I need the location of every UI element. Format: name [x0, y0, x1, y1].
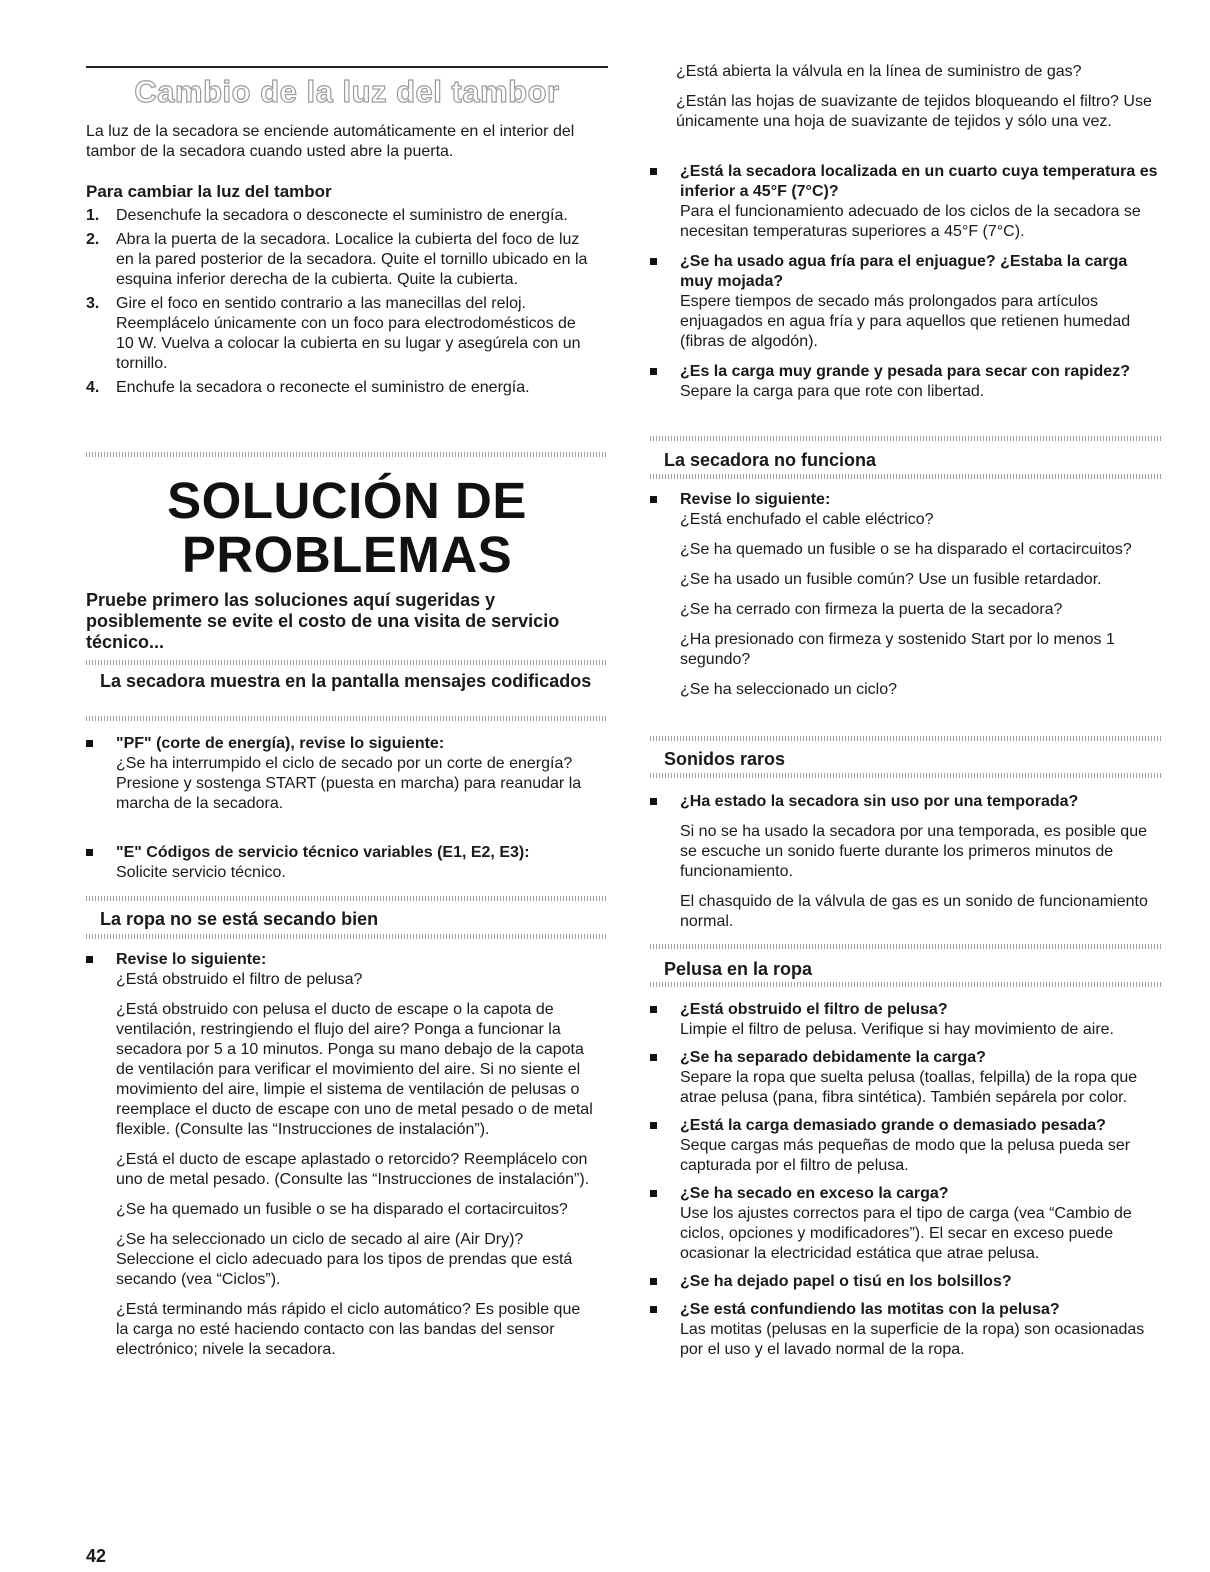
- list-item: [86, 950, 596, 1360]
- not-drying-paragraph: ¿Está obstruido con pelusa el ducto de escape o la capota de ventilación, restringiendo el flujo del aire? Ponga a funcionar la secadora por 5 a 10 minutos. Ponga su mano debajo de la capota de ventilación para verificar el movimiento del aire. Si no siente el movimiento del aire, limpie el sistema de ventilación de pelusas o reemplace el ducto de escape con uno de metal pesado o de metal flexible. (Consulte las “Instrucciones de instalación”).: [116, 1001, 593, 1138]
- odd-sounds-paragraph: Si no se ha usado la secadora por una temporada, es posible que se escuche un sonido fuerte durante los primeros minutos de funcionamiento.: [680, 823, 1147, 880]
- continued-paragraph: ¿Está abierta la válvula en la línea de suministro de gas?: [676, 63, 1082, 80]
- section-heading-coded: La secadora muestra en la pantalla mensajes codificados: [100, 671, 592, 691]
- pf-question: "PF" (corte de energía), revise lo siguiente:: [116, 735, 445, 752]
- not-working-question: Revise lo siguiente:: [680, 491, 831, 508]
- not-working-paragraph: ¿Se ha usado un fusible común? Use un fusible retardador.: [680, 571, 1102, 588]
- continued-paragraph: ¿Están las hojas de suavizante de tejidos bloqueando el filtro? Use únicamente una hoja de suavizante de tejidos y sólo una vez.: [676, 93, 1152, 130]
- list-item: [650, 490, 1162, 700]
- divider: [86, 896, 608, 901]
- section-heading-lint: Pelusa en la ropa: [664, 959, 813, 979]
- drum-light-steps: [86, 206, 596, 398]
- divider: [650, 436, 1162, 441]
- not-working-paragraph: ¿Está enchufado el cable eléctrico?: [680, 511, 934, 528]
- top-rule: [86, 66, 608, 68]
- divider: [86, 660, 608, 665]
- not-working-paragraph: ¿Ha presionado con firmeza y sostenido Start por lo menos 1 segundo?: [680, 631, 1115, 668]
- list-item: [650, 792, 1162, 932]
- section-heading-not-working: La secadora no funciona: [664, 450, 877, 470]
- list-item: 4. Enchufe la secadora o reconecte el suministro de energía.: [86, 379, 530, 396]
- page-number: 42: [86, 1546, 107, 1566]
- list-item: 1. Desenchufe la secadora o desconecte el suministro de energía.: [86, 207, 568, 224]
- list-item: ¿Se ha secado en exceso la carga? Use los ajustes correctos para el tipo de carga (vea “Cambio de ciclos, opciones y modificadores”). El secar en exceso puede ocasionar la electricidad estática que atrae pelusa.: [650, 1184, 1162, 1264]
- divider: [650, 944, 1162, 949]
- not-drying-question: Revise lo siguiente:: [116, 951, 267, 968]
- not-drying-paragraph: ¿Se ha quemado un fusible o se ha disparado el cortacircuitos?: [116, 1201, 568, 1218]
- not-drying-paragraph: ¿Está el ducto de escape aplastado o retorcido? Reemplácelo con uno de metal pesado. (Consulte las “Instrucciones de instalación”).: [116, 1151, 590, 1188]
- troubleshooting-intro: Pruebe primero las soluciones aquí sugeridas y posiblemente se evite el costo de una visita de servicio técnico...: [86, 590, 560, 652]
- list-item: ¿Se ha separado debidamente la carga? Separe la ropa que suelta pelusa (toallas, felpilla) de la ropa que atrae pelusa (pana, fibra sintética). También sepárela por color.: [650, 1048, 1162, 1108]
- list-item: ¿Se está confundiendo las motitas con la pelusa? Las motitas (pelusas en la superficie de la ropa) son ocasionadas por el uso y el lavado normal de la ropa.: [650, 1300, 1162, 1360]
- divider: [650, 736, 1162, 741]
- list-item: [86, 843, 616, 883]
- divider: [650, 474, 1162, 479]
- list-item: ¿Es la carga muy grande y pesada para secar con rapidez? Separe la carga para que rote con libertad.: [650, 362, 1162, 402]
- not-working-paragraph: ¿Se ha cerrado con firmeza la puerta de la secadora?: [680, 601, 1063, 618]
- list-item: [86, 734, 608, 814]
- list-item: ¿Está obstruido el filtro de pelusa? Limpie el filtro de pelusa. Verifique si hay movimiento de aire.: [650, 1000, 1162, 1040]
- divider: [650, 773, 1162, 778]
- drum-light-title: Cambio de la luz del tambor: [134, 74, 560, 109]
- divider: [86, 934, 608, 939]
- not-drying-paragraph: ¿Está terminando más rápido el ciclo automático? Es posible que la carga no esté haciendo contacto con las bandas del sensor electrónico; nivele la secadora.: [116, 1301, 581, 1358]
- drum-light-subtitle: Para cambiar la luz del tambor: [86, 182, 332, 201]
- page-title-line2: PROBLEMAS: [181, 526, 513, 583]
- not-drying-paragraph: ¿Se ha seleccionado un ciclo de secado al aire (Air Dry)? Seleccione el ciclo adecuado para los tipos de prendas que está secando (vea “Ciclos”).: [116, 1231, 573, 1288]
- not-drying-paragraph: ¿Está obstruido el filtro de pelusa?: [116, 971, 363, 988]
- section-heading-odd-sounds: Sonidos raros: [664, 749, 786, 769]
- page-title-line1: SOLUCIÓN DE: [167, 472, 527, 529]
- e-question: "E" Códigos de servicio técnico variables (E1, E2, E3):: [116, 844, 530, 861]
- drum-light-intro: La luz de la secadora se enciende automáticamente en el interior del tambor de la secadora cuando usted abre la puerta.: [86, 123, 575, 160]
- divider: [86, 452, 608, 457]
- pf-text-1: ¿Se ha interrumpido el ciclo de secado por un corte de energía?: [116, 755, 573, 772]
- lint-list: [650, 1000, 1162, 1360]
- list-item: ¿Está la secadora localizada en un cuarto cuya temperatura es inferior a 45°F (7°C)? Para el funcionamiento adecuado de los ciclos de la secadora se necesitan temperaturas superiores a 45°F (7°C).: [650, 162, 1162, 242]
- not-working-paragraph: ¿Se ha quemado un fusible o se ha disparado el cortacircuitos?: [680, 541, 1132, 558]
- list-item: ¿Se ha usado agua fría para el enjuague? ¿Estaba la carga muy mojada? Espere tiempos de secado más prolongados para artículos enjuagados en agua fría y para aquellos que retienen humedad (fibras de algodón).: [650, 252, 1162, 352]
- list-item: ¿Se ha dejado papel o tisú en los bolsillos?: [650, 1272, 1162, 1292]
- not-working-paragraph: ¿Se ha seleccionado un ciclo?: [680, 681, 898, 698]
- continued-checks: [676, 62, 1162, 132]
- page-title: [86, 474, 608, 582]
- list-item: ¿Está la carga demasiado grande o demasiado pesada? Seque cargas más pequeñas de modo que la pelusa pueda ser capturada por el filtro de pelusa.: [650, 1116, 1162, 1176]
- list-item: 3. Gire el foco en sentido contrario a las manecillas del reloj. Reemplácelo únicamente con un foco para electrodomésticos de 10 W. Vuelva a colocar la cubierta en su lugar y asegúrela con un tornillo.: [86, 295, 581, 372]
- odd-sounds-question: ¿Ha estado la secadora sin uso por una temporada?: [680, 793, 1079, 810]
- e-text: Solicite servicio técnico.: [116, 864, 286, 881]
- odd-sounds-paragraph: El chasquido de la válvula de gas es un sonido de funcionamiento normal.: [680, 893, 1148, 930]
- divider: [86, 716, 608, 721]
- pf-text-2: Presione y sostenga START (puesta en marcha) para reanudar la marcha de la secadora.: [116, 775, 582, 812]
- divider: [650, 982, 1162, 987]
- list-item: 2. Abra la puerta de la secadora. Localice la cubierta del foco de luz en la pared posterior de la secadora. Quite el tornillo ubicado en la esquina inferior derecha de la cubierta. Quite la cubierta.: [86, 231, 588, 288]
- section-heading-not-drying: La ropa no se está secando bien: [100, 909, 379, 929]
